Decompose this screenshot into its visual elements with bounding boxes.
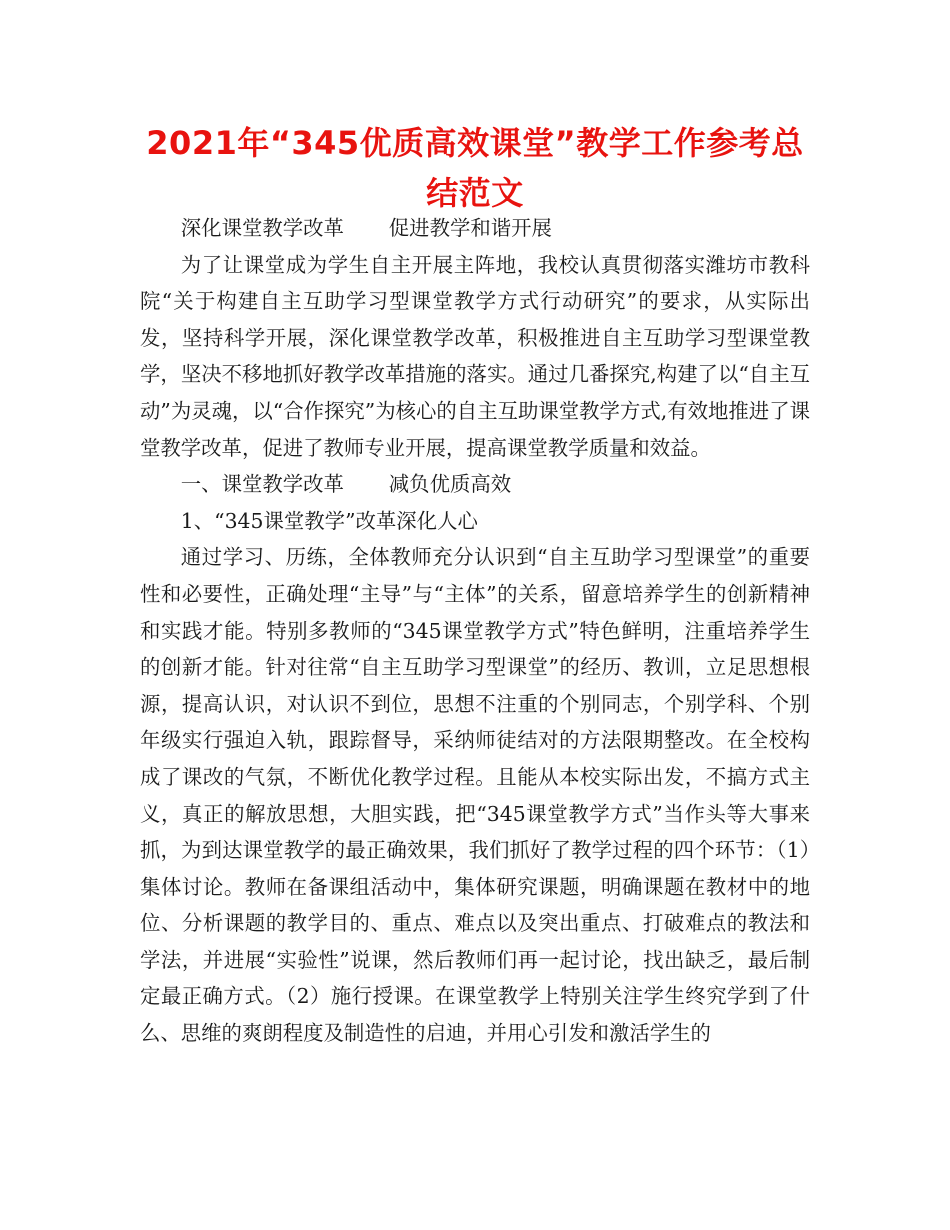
subtitle-line [140,210,810,247]
subtitle-right: 促进教学和谐开展 [388,216,552,240]
intro-paragraph: 为了让课堂成为学生自主开展主阵地，我校认真贯彻落实潍坊市教科院“关于构建自主互助学习型课堂教学方式行动研究”的要求，从实际出发，坚持科学开展，深化课堂教学改革，积极推进自主互助学习型课堂教学，坚决不移地抓好教学改革措施的落实。通过几番探究,构建了以“自主互动”为灵魂，以“合作探究”为核心的自主互助课堂教学方式,有效地推进了课堂教学改革，促进了教师专业开展，提高课堂教学质量和效益。 [140,252,810,460]
section-heading-1 [140,466,810,503]
section-heading-1-right: 减负优质高效 [388,472,512,497]
section-heading-1-left: 一、课堂教学改革 [180,472,344,497]
subtitle-left: 深化课堂教学改革 [180,216,344,240]
document-title: 2021年“345优质高效课堂”教学工作参考总结范文 [146,124,804,212]
body-paragraph: 通过学习、历练，全体教师充分认识到“自主互助学习型课堂”的重要性和必要性，正确处理“主导”与“主体”的关系，留意培养学生的创新精神和实践才能。特别多教师的“345课堂教学方式”特色鲜明，注重培养学生的创新才能。针对往常“自主互助学习型课堂”的经历、教训，立足思想根源，提高认识，对认识不到位，思想不注重的个别同志，个别学科、个别年级实行强迫入轨，跟踪督导，采纳师徒结对的方法限期整改。在全校构成了课改的气氛，不断优化教学过程。且能从本校实际出发，不搞方式主义，真正的解放思想，大胆实践，把“345课堂教学方式”当作头等大事来抓，为到达课堂教学的最正确效果，我们抓好了教学过程的四个环节：（1）集体讨论。教师在备课组活动中，集体研究课题，明确课题在教材中的地位、分析课题的教学目的、重点、难点以及突出重点、打破难点的教法和学法，并进展“实验性”说课，然后教师们再一起讨论，找出缺乏，最后制定最正确方式。（2）施行授课。在课堂教学上特别关注学生终究学到了什么、思维的爽朗程度及制造性的启迪，并用心引发和激活学生的 [140,545,810,1046]
subsection-heading-1: 1、“345课堂教学”改革深化人心 [180,508,478,533]
document-body [140,210,810,1052]
